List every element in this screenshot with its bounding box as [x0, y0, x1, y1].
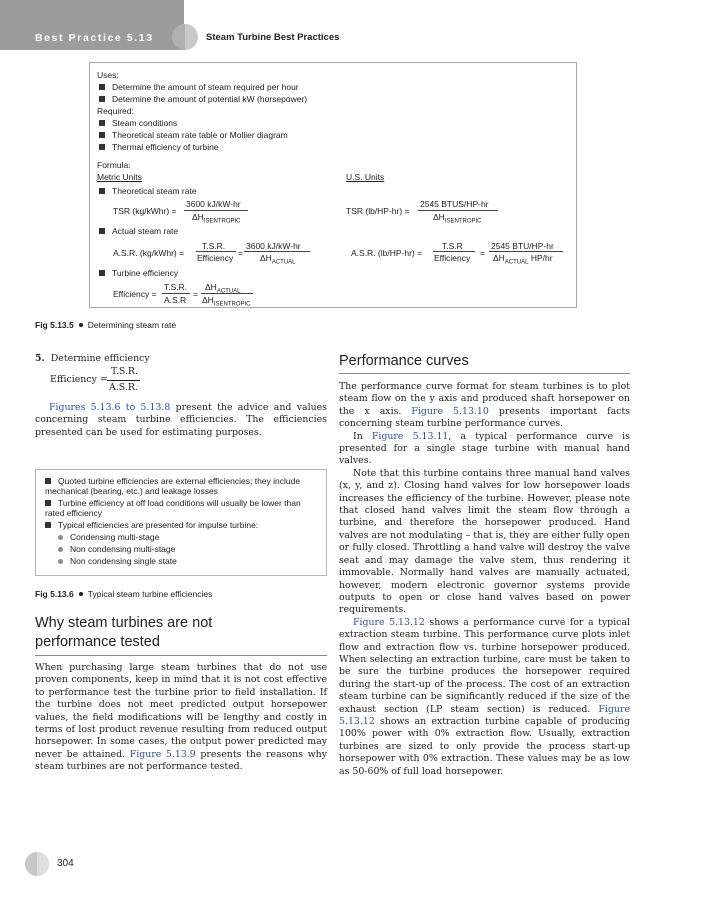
fraction-line: [107, 380, 140, 381]
efficiency-subitem: Non condensing single state: [58, 556, 177, 566]
asr-metric-lhs: A.S.R. (kg/kWhr) =: [113, 248, 185, 258]
tsr-metric-numerator: 3600 kJ/kW-hr: [186, 199, 241, 209]
eff-equals: =: [193, 289, 198, 299]
performance-paragraphs: The performance curve format for steam turbines is to plot steam flow on the y axis and produced shaft horsepower on the x axis. Figure 5.13.10 presents important facts concerning steam turbine performance curves. In Figure 5.13.11, a typical performance curve is presented for a single stage turbine with manual hand valves. Note that this turbine contains three manual hand valves (x, y, and z). Closing hand valves for low horsepower loads increases the efficiency of the turbine. However, please note that closed hand valves limit the steam flow through a turbine, and therefore the horsepower produced. Hand valves are not modulating – that is, they are either fully open or fully closed. Throttling a hand valve will destroy the valve seat and may damage the valve stem, thus rendering it immovable. Normally hand valves are manually actuated, however, modern electronic governor systems provide outputs to open or close hand valves based on power requirements. Figure 5.13.12 shows a performance curve for a typical extraction steam turbine. This performance curve plots inlet flow and extraction flow vs. turbine horsepower produced. When selecting an extraction turbine, care must be taken to be sure the turbine produces the horsepower required during the start-up of the process. The cost of an extraction steam turbine can be significantly reduced if the size of the exhaust section (LP steam section) is reduced. Figure 5.13.12 shows an extraction turbine capable of producing 100% power with 0% extraction flow. Usually, extraction turbines are sized to only provide the process start-up horsepower with 0% extraction. These values may be as low as 50-60% of full load horsepower.: [339, 381, 631, 777]
asr-us-equals: =: [480, 248, 485, 258]
figure-link[interactable]: Figures 5.13.6 to 5.13.8: [49, 402, 171, 413]
eff-lhs: Efficiency =: [113, 289, 157, 299]
efficiency-subitem: Condensing multi-stage: [58, 532, 159, 542]
tsr-metric-denominator: $\Delta H_{ISENTROPIC}$: [192, 212, 241, 225]
why-heading: Why steam turbines are not performance tested: [35, 615, 213, 650]
tsr-us-lhs: TSR (lb/HP-hr) =: [346, 206, 410, 216]
running-title: Steam Turbine Best Practices: [206, 32, 340, 43]
required-item: Thermal efficiency of turbine: [99, 142, 219, 152]
footer-half-circle-icon: [25, 852, 37, 876]
page-number: 304: [57, 858, 74, 869]
tsr-metric-lhs: TSR (kg/kWhr) =: [113, 206, 177, 216]
asr-us-den2: $\Delta H_{ACTUAL}$ HP/hr: [493, 253, 553, 266]
fraction-line: [201, 293, 253, 294]
asr-metric-num2: 3600 kJ/kW-hr: [246, 241, 301, 251]
asr-us-num1: T.S.R: [442, 241, 463, 251]
efficiency-item: Turbine efficiency at off load conditions will usually be lower than rated efficiency: [45, 498, 301, 518]
asr-us-den1: Efficiency: [434, 253, 471, 263]
required-label: Required:: [97, 106, 134, 116]
efficiency-item: Typical efficiencies are presented for impulse turbine:: [45, 520, 307, 530]
figure-link[interactable]: Figure 5.13.12: [339, 703, 630, 727]
eff-den1: A.S.R: [164, 295, 187, 305]
figure-link[interactable]: Figure 5.13.9: [129, 748, 196, 760]
fraction-line: [184, 210, 248, 211]
figure-link[interactable]: Figure 5.13.11: [371, 430, 449, 442]
why-paragraph: When purchasing large steam turbines that do not use proven components, keep in mind that it is not cost effective to performance test the turbine prior to field installation. If the turbine does not meet predicted output horsepower values, the field modifications will be lengthy and costly in terms of lost product revenue resulting from reduced output horsepower. In some cases, the output power predicted may never be attained. Figure 5.13.9 presents the reasons why steam turbines are not performance tested.: [35, 662, 327, 773]
required-item: Theoretical steam rate table or Mollier diagram: [99, 130, 288, 140]
figure-5-13-6-caption: Fig 5.13.6 Typical steam turbine efficiencies: [35, 589, 213, 599]
required-item: Steam conditions: [99, 118, 177, 128]
us-units-label: U.S. Units: [346, 172, 385, 182]
asr-us-num2: 2545 BTU/HP-hr: [491, 241, 554, 251]
eff-num1: T.S.R.: [164, 282, 188, 292]
figure-link[interactable]: Figure 5.13.12: [353, 616, 425, 628]
asr-us-lhs: A.S.R. (lb/HP-hr) =: [351, 248, 423, 258]
fraction-line: [489, 251, 563, 252]
uses-item: Determine the amount of steam required per hour: [99, 82, 299, 92]
efficiency-item: Quoted turbine efficiencies are external efficiencies; they include mechanical (bearing, etc.) and leakage losses: [45, 476, 301, 496]
turbine-efficiency-label: Turbine efficiency: [99, 268, 178, 278]
section-label: Best Practice 5.13: [35, 32, 154, 44]
fraction-line: [196, 251, 236, 252]
heading-rule: [339, 373, 630, 374]
efficiency-formula-lhs: Efficiency =: [50, 374, 108, 385]
asr-metric-equals: =: [238, 248, 243, 258]
figure-5-13-5-caption: Fig 5.13.5 Determining steam rate: [35, 320, 177, 330]
fraction-line: [162, 293, 190, 294]
asr-metric-num1: T.S.R.: [202, 241, 226, 251]
eff-den2: $\Delta H_{ISENTROPIC}$: [202, 295, 251, 308]
fraction-line: [433, 251, 475, 252]
efficiency-formula-den: A.S.R.: [109, 382, 138, 393]
actual-steam-rate-label: Actual steam rate: [99, 226, 178, 236]
performance-curves-heading: Performance curves: [339, 353, 469, 369]
fraction-line: [244, 251, 310, 252]
metric-units-label: Metric Units: [97, 172, 142, 182]
asr-metric-den1: Efficiency: [197, 253, 234, 263]
efficiency-formula-num: T.S.R.: [111, 366, 138, 377]
tsr-us-denominator: $\Delta H_{ISENTROPIC}$: [433, 212, 482, 225]
fraction-line: [418, 210, 498, 211]
step-5-heading: 5. Determine efficiency: [35, 353, 150, 364]
step-5-paragraph: Figures 5.13.6 to 5.13.8 present the advice and values concerning steam turbine efficiencies. The efficiencies presented can be used for estimating purposes.: [35, 402, 327, 438]
efficiency-subitem: Non condensing multi-stage: [58, 544, 175, 554]
eff-num2: $\Delta H_{ACTUAL}$: [205, 282, 241, 295]
figure-link[interactable]: Figure 5.13.10: [411, 405, 489, 417]
theoretical-steam-rate-label: Theoretical steam rate: [99, 186, 197, 196]
formula-label: Formula:: [97, 160, 131, 170]
tsr-us-numerator: 2545 BTUS/HP-hr: [420, 199, 489, 209]
uses-item: Determine the amount of potential kW (horsepower): [99, 94, 307, 104]
heading-rule: [35, 655, 327, 656]
uses-label: Uses:: [97, 70, 119, 80]
asr-metric-den2: $\Delta H_{ACTUAL}$: [260, 253, 296, 266]
